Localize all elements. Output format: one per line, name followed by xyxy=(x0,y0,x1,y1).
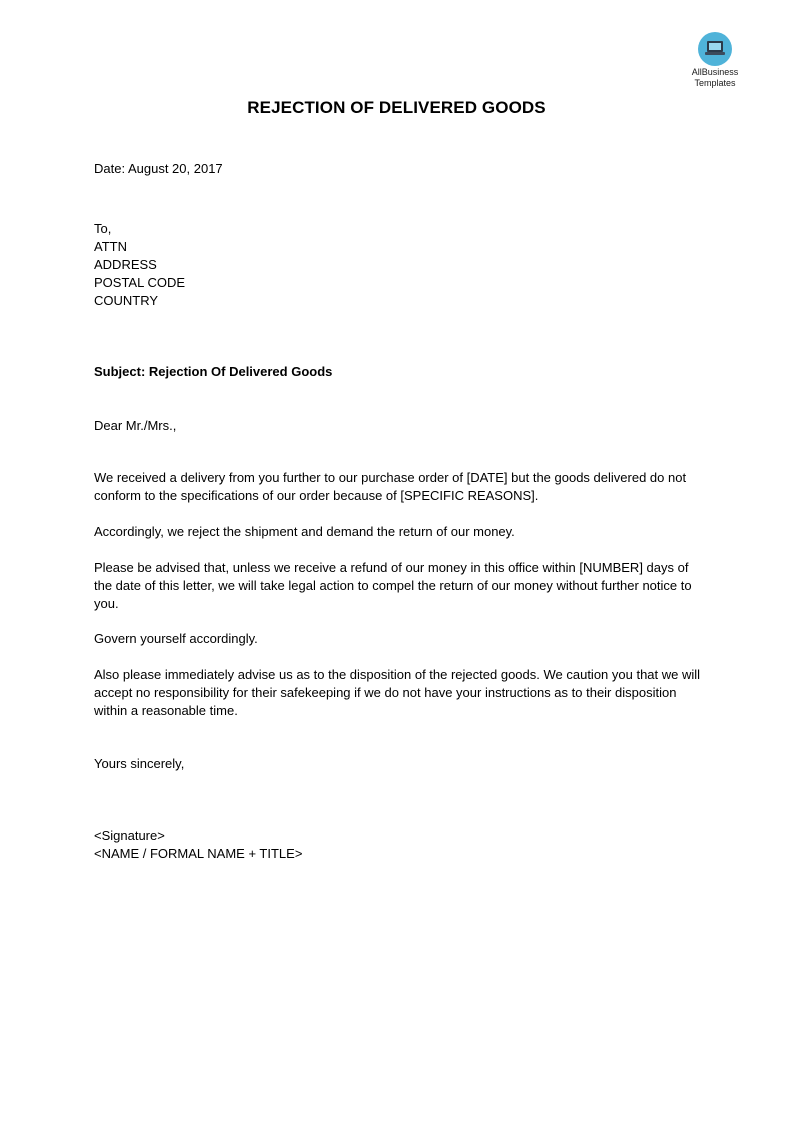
recipient-postal-code: POSTAL CODE xyxy=(94,275,186,290)
body-paragraph-5: Also please immediately advise us as to the disposition of the rejected goods. We caution you that we will accept no responsibility for their safekeeping if we do not have your instructions as to their disposition within a reasonable time. xyxy=(94,667,701,718)
subject-line: Subject: Rejection Of Delivered Goods xyxy=(94,364,333,379)
body-paragraph-3: Please be advised that, unless we receive a refund of our money in this office within [NUMBER] days of the date of this letter, we will take legal action to compel the return of our money without further notice to you. xyxy=(94,560,692,611)
name-title-placeholder: <NAME / FORMAL NAME + TITLE> xyxy=(94,846,303,861)
body-paragraph-4: Govern yourself accordingly. xyxy=(94,631,258,646)
recipient-to: To, xyxy=(94,221,112,236)
recipient-attn: ATTN xyxy=(94,239,127,254)
date-line: Date: August 20, 2017 xyxy=(94,161,223,176)
recipient-address: ADDRESS xyxy=(94,257,157,272)
document-title: REJECTION OF DELIVERED GOODS xyxy=(247,98,546,117)
closing: Yours sincerely, xyxy=(94,756,185,771)
signature-placeholder: <Signature> xyxy=(94,828,165,843)
body-paragraph-1: We received a delivery from you further to our purchase order of [DATE] but the goods delivered do not conform to the specifications of our order because of [SPECIFIC REASONS]. xyxy=(94,470,687,503)
body-paragraph-2: Accordingly, we reject the shipment and demand the return of our money. xyxy=(94,524,515,539)
brand-name-line2: Templates xyxy=(694,78,736,88)
salutation: Dear Mr./Mrs., xyxy=(94,418,177,433)
brand-logo xyxy=(684,32,746,88)
laptop-icon xyxy=(698,32,732,66)
recipient-country: COUNTRY xyxy=(94,293,159,308)
brand-name-line1: AllBusiness xyxy=(691,67,739,77)
